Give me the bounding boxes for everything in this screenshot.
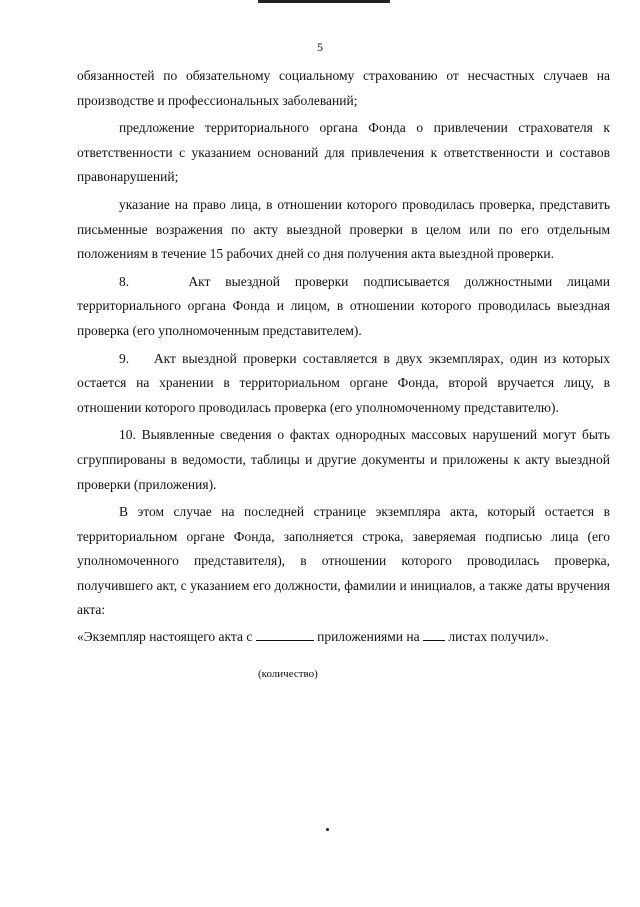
page-number: 5 — [317, 40, 323, 54]
receipt-text-middle: приложениями на — [317, 629, 420, 645]
document-body — [77, 64, 610, 650]
paragraph-3: указание на право лица, в отношении которого проводилась проверка, представить письменные возражения по акту выездной проверки в целом или по его отдельным положениям в течение 15 рабочих дней со дня получения акта выездной проверки. — [77, 196, 610, 262]
scan-speck — [326, 828, 329, 831]
paragraph-2: предложение территориального органа Фонда о привлечении страхователя к ответственности с указанием оснований для привлечения к ответственности и составов правонарушений; — [77, 120, 610, 185]
receipt-text-start: «Экземпляр настоящего акта с — [77, 629, 253, 645]
paragraph-item-9: 9. Акт выездной проверки составляется в двух экземплярах, один из которых остается на хранении в территориальном органе Фонда, второй вручается лицу, в отношении которого проводилась проверка (его уполномоченному представителю). — [77, 350, 610, 415]
quantity-blank — [256, 626, 314, 641]
receipt-signature-line — [77, 625, 610, 650]
paragraph-item-10: 10. Выявленные сведения о фактах однородных массовых нарушений могут быть сгруппированы в ведомости, таблицы и другие документы и приложены к акту выездной проверки (приложения). — [77, 427, 610, 492]
sheets-blank — [423, 626, 445, 641]
top-edge-rule — [258, 0, 390, 3]
paragraph-item-8: 8. Акт выездной проверки подписывается должностными лицами территориального органа Фонда и лицом, в отношении которого проводилась выездная проверка (его уполномоченным представителем). — [77, 273, 610, 338]
paragraph-1: обязанностей по обязательному социальному страхованию от несчастных случаев на производстве и профессиональных заболеваний; — [77, 68, 610, 108]
quantity-caption: (количество) — [258, 668, 318, 680]
paragraph-item-10-continued: В этом случае на последней странице экземпляра акта, который остается в территориальном органе Фонда, заполняется строка, заверяемая подписью лица (его уполномоченного представителя), в отношении которого проводилась проверка, получившего акт, с указанием его должности, фамилии и инициалов, а также даты вручения акта: — [77, 504, 610, 618]
receipt-text-end: листах получил». — [448, 629, 549, 645]
